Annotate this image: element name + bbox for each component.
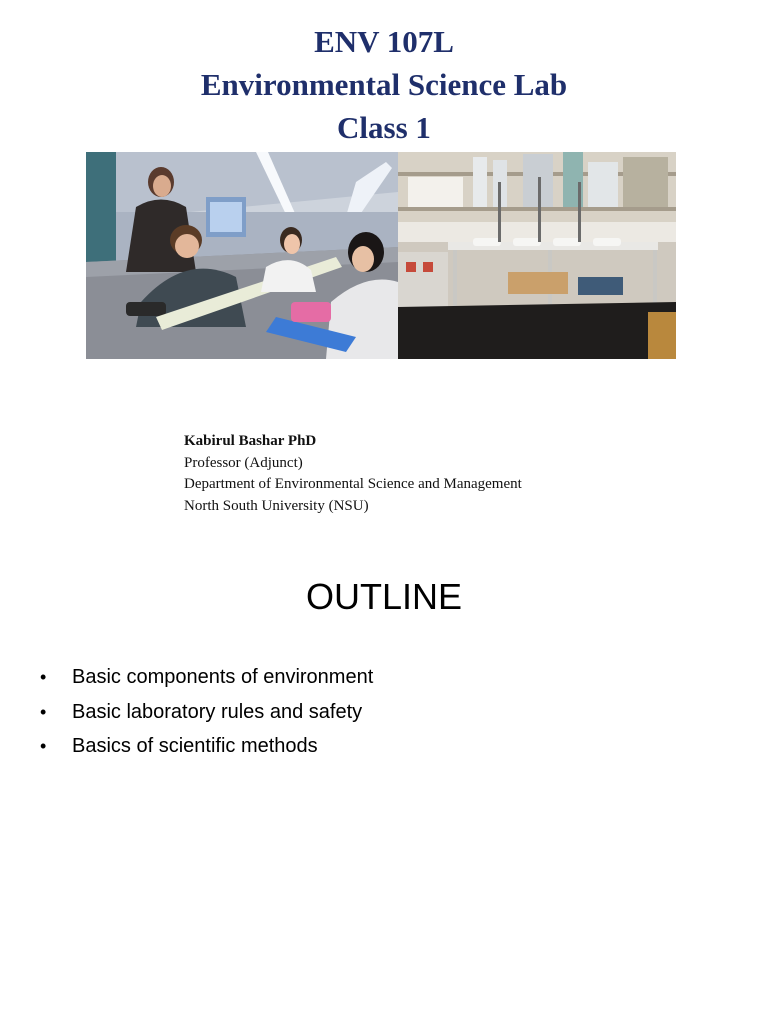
author-university: North South University (NSU) bbox=[184, 497, 369, 514]
course-code: ENV 107L bbox=[314, 24, 454, 59]
list-item bbox=[40, 695, 373, 730]
author-info bbox=[184, 431, 522, 517]
bullet-icon: • bbox=[40, 736, 47, 757]
lab-equipment-photo bbox=[398, 152, 676, 359]
author-department: Department of Environmental Science and Management bbox=[184, 476, 522, 492]
list-item-text: Basics of scientific methods bbox=[72, 735, 318, 758]
class-number: Class 1 bbox=[337, 110, 431, 145]
header-photos bbox=[86, 152, 676, 359]
course-name: Environmental Science Lab bbox=[200, 67, 568, 102]
outline-list bbox=[40, 660, 373, 764]
bullet-icon: • bbox=[40, 667, 47, 688]
author-position: Professor (Adjunct) bbox=[184, 454, 303, 471]
list-item-text: Basic components of environment bbox=[72, 666, 374, 689]
list-item bbox=[40, 660, 373, 695]
list-item-text: Basic laboratory rules and safety bbox=[72, 700, 363, 723]
classroom-students-photo bbox=[86, 152, 398, 359]
outline-heading: OUTLINE bbox=[305, 576, 463, 617]
slide-title bbox=[0, 20, 768, 149]
bullet-icon: • bbox=[40, 701, 47, 722]
author-name: Kabirul Bashar PhD bbox=[184, 433, 317, 449]
list-item bbox=[40, 729, 373, 764]
